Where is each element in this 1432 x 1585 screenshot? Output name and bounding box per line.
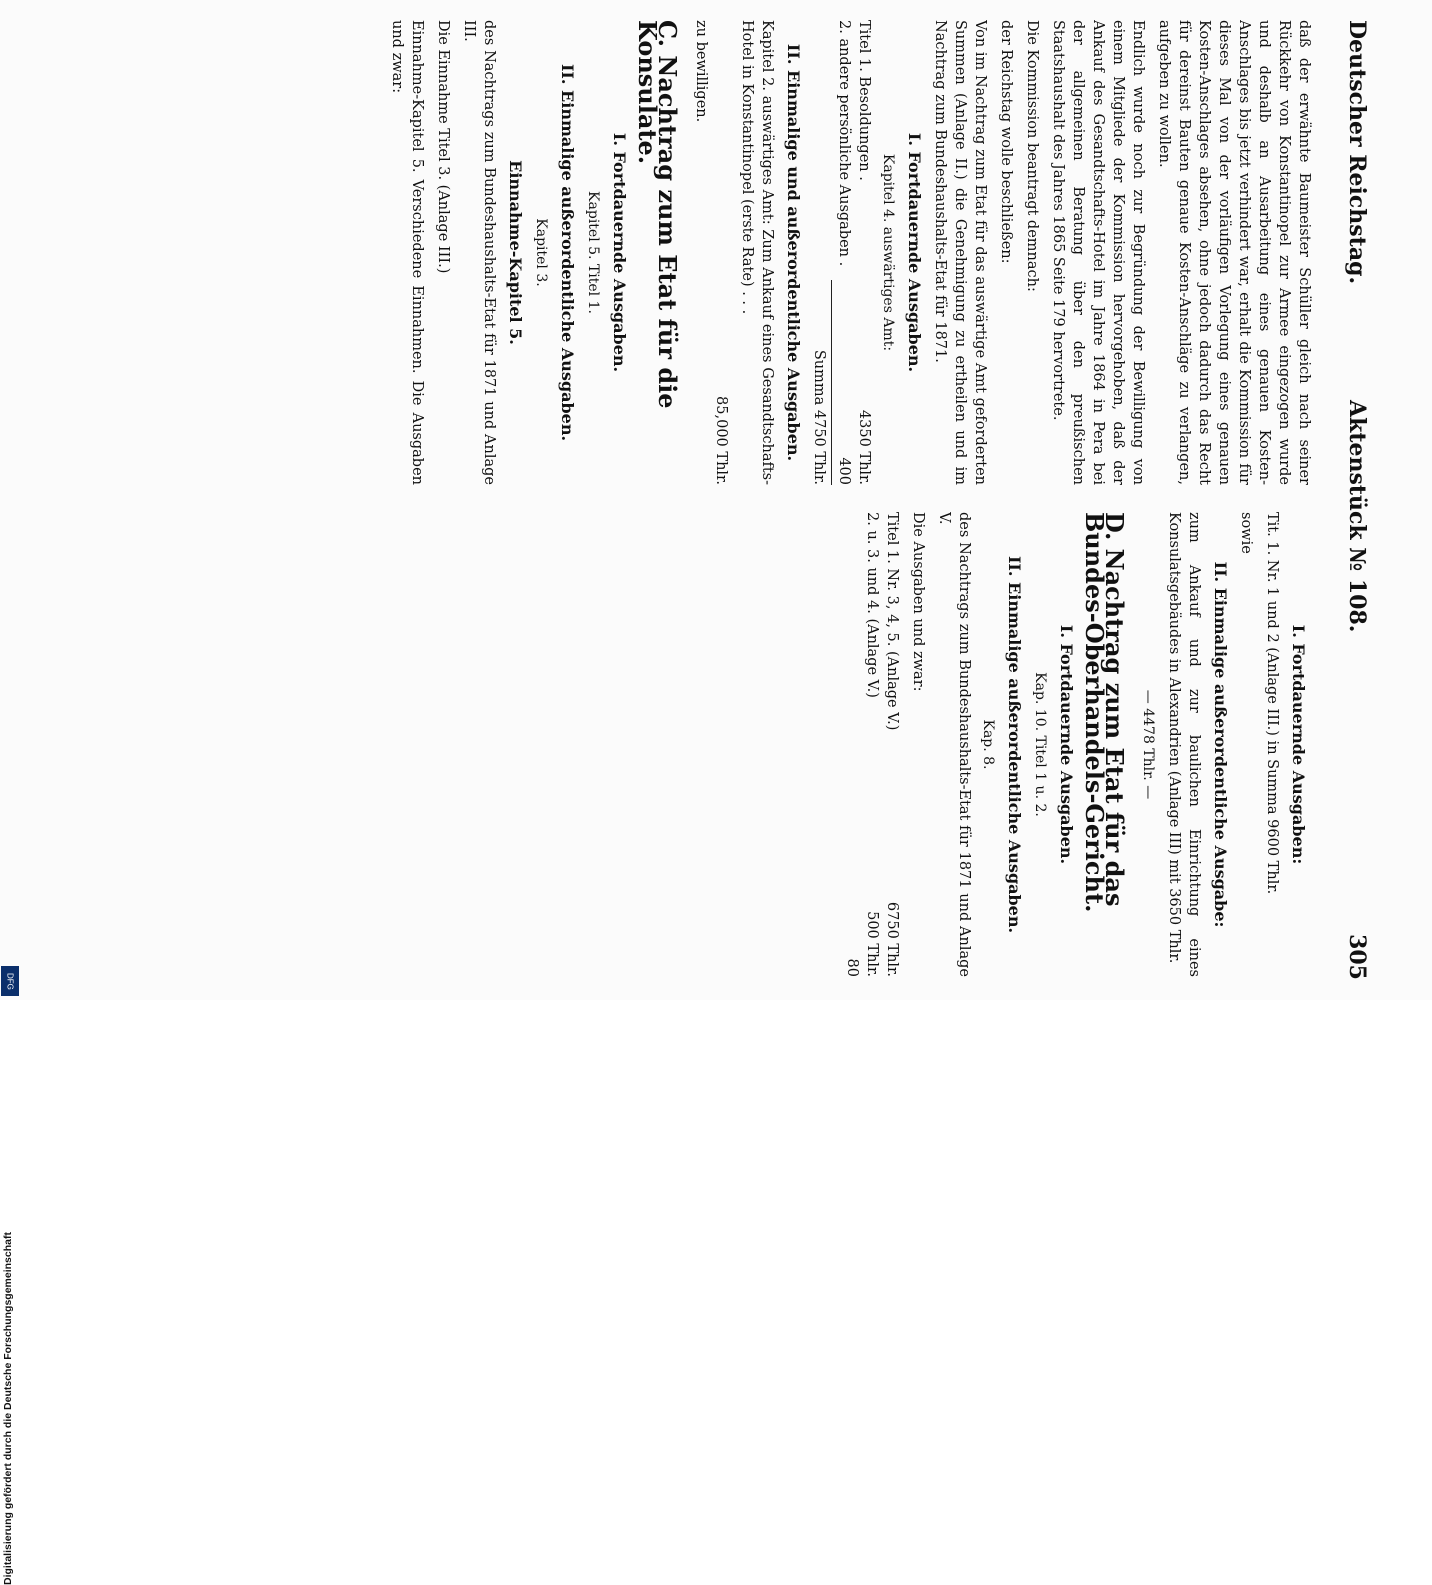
paragraph: des Nachtrags zum Bundeshaushalts-Etat für 1871 und Anlage III. (461, 20, 497, 485)
page-content (70, 20, 1370, 980)
kapitel: Kapitel 5. Titel 1. (585, 191, 601, 314)
paragraph: zu bewilligen. (693, 20, 709, 123)
paragraph: sowie (1238, 512, 1254, 554)
paragraph: des Nachtrags zum Bundeshaushalts-Etat für 1871 und Anlage V. (936, 512, 972, 977)
section-heading: D. Nachtrag zum Etat für das Bundes-Oberhandels-Gericht. (1080, 512, 1129, 913)
paragraph: Die Einnahme Titel 3. (Anlage III.) (435, 20, 451, 274)
ledger-label: 2. andere persönliche Ausgaben . (836, 20, 852, 267)
ledger-amount: 400 (836, 457, 852, 485)
kapitel: Kap. 10. Titel 1 u. 2. (1032, 672, 1048, 817)
ledger-amount: 85,000 Thlr. (713, 396, 729, 485)
paragraph: daß der erwähnte Baumeister Schüller gleich nach seiner Rückkehr von Konstantinopel zur Armee eingezogen wurde und deshalb an Ausarbeitung eines genauen Kosten-Anschlages bis jetzt verhindert war, erhalt die Kommission für dieses Mal von der vorläufigen Vorlegung eines genauen Kosten-Anschlages absehen, ohne jedoch dadurch das Recht für dereinst Bauten genaue Kosten-Anschläge zu verlangen, aufgeben zu wollen. (1156, 20, 1312, 485)
subheading: II. Einmalige außerordentliche Ausgabe: (1211, 561, 1230, 928)
paragraph: zum Ankauf und zur baulichen Einrichtung eines Konsulatsgebäudes in Alexandrien (Anlage III) mit 3650 Thlr. (1166, 512, 1202, 977)
page-number: 305 (1344, 934, 1370, 980)
subheading: I. Fortdauernde Ausgaben. (610, 132, 629, 373)
paragraph: Von im Nachtrag zum Etat für das auswärtige Amt geforderten Summen (Anlage II.) die Genehmigung zu ertheilen und im Nachtrag zum Bundeshaushalts-Etat für 1871. (932, 20, 988, 485)
ledger-label: Titel 1. Besoldungen . (856, 20, 872, 181)
paragraph: Die Ausgaben und zwar: (910, 512, 926, 692)
right-column (84, 512, 1314, 977)
subheading: I. Fortdauernde Ausgaben. (1057, 624, 1076, 865)
subheading: I. Fortdauernde Ausgaben: (1289, 624, 1308, 865)
kapitel: Kapitel 3. (533, 218, 549, 287)
ledger-row (834, 20, 854, 485)
subheading: Einnahme-Kapitel 5. (506, 160, 525, 345)
paragraph: Kapitel 2. auswärtiges Amt: Zum Ankauf eines Gesandtschafts-Hotel in Konstantinopel (erste Rate) . . . (739, 20, 775, 485)
left-column (84, 20, 1314, 485)
paragraph: Endlich wurde noch zur Begründung der Bewilligung von einem Mitgliede der Kommission hervorgehoben, daß der Ankauf des Gesandtschafts-Hotel im Jahre 1864 in Pera bei der allgemeinen Beratung über den preußischen Staatshaushalt des Jahres 1865 Seite 179 hervortrete. (1050, 20, 1146, 485)
footer-number: 80 (844, 958, 860, 977)
paragraph: Die Kommission beantragt demnach: (1024, 20, 1040, 292)
paragraph: Einnahme-Kapitel 5. Verschiedene Einnahmen. Die Ausgaben und zwar: (389, 20, 425, 485)
amount-line: — 4478 Thlr. — (1140, 689, 1156, 800)
ledger-row (862, 512, 882, 977)
dfg-logo: DFG (1, 966, 19, 996)
ledger-row (854, 20, 874, 485)
kapitel: Kap. 8. (980, 719, 996, 770)
ledger-label: 2. u. 3. und 4. (Anlage V.) (864, 512, 880, 698)
sum-rule (831, 280, 832, 485)
credit-text: Digitalisierung gefördert durch die Deutsche Forschungsgemeinschaft (2, 1232, 14, 1585)
header-left: Deutscher Reichstag. (1344, 20, 1370, 285)
subheading: II. Einmalige und außerordentliche Ausgaben. (784, 43, 803, 462)
ledger-sum: Summa 4750 Thlr. (811, 349, 827, 485)
kapitel: Kapitel 4. auswärtiges Amt: (880, 153, 896, 352)
subheading: II. Einmalige außerordentliche Ausgaben. (1005, 555, 1024, 934)
motion-text: der Reichstag wolle beschließen: (998, 20, 1014, 264)
ledger-amount: 4350 Thlr. (856, 409, 872, 485)
ledger-amount: 6750 Thlr. (884, 901, 900, 977)
subheading: II. Einmalige außerordentliche Ausgaben. (558, 63, 577, 442)
digitization-credit (0, 600, 18, 1585)
paragraph: Tit. 1. Nr. 1 und 2 (Anlage III.) in Summa 9600 Thlr. (1264, 512, 1280, 895)
ledger-amount: 500 Thlr. (864, 911, 880, 977)
section-heading: C. Nachtrag zum Etat für die Konsulate. (633, 20, 682, 409)
page-header (1330, 20, 1370, 980)
ledger-label: Titel 1. Nr. 3, 4, 5. (Anlage V.) (884, 512, 900, 731)
ledger-row (882, 512, 902, 977)
subheading: I. Fortdauernde Ausgaben. (905, 132, 924, 373)
header-doc-number: Aktenstück № 108. (1344, 400, 1370, 633)
